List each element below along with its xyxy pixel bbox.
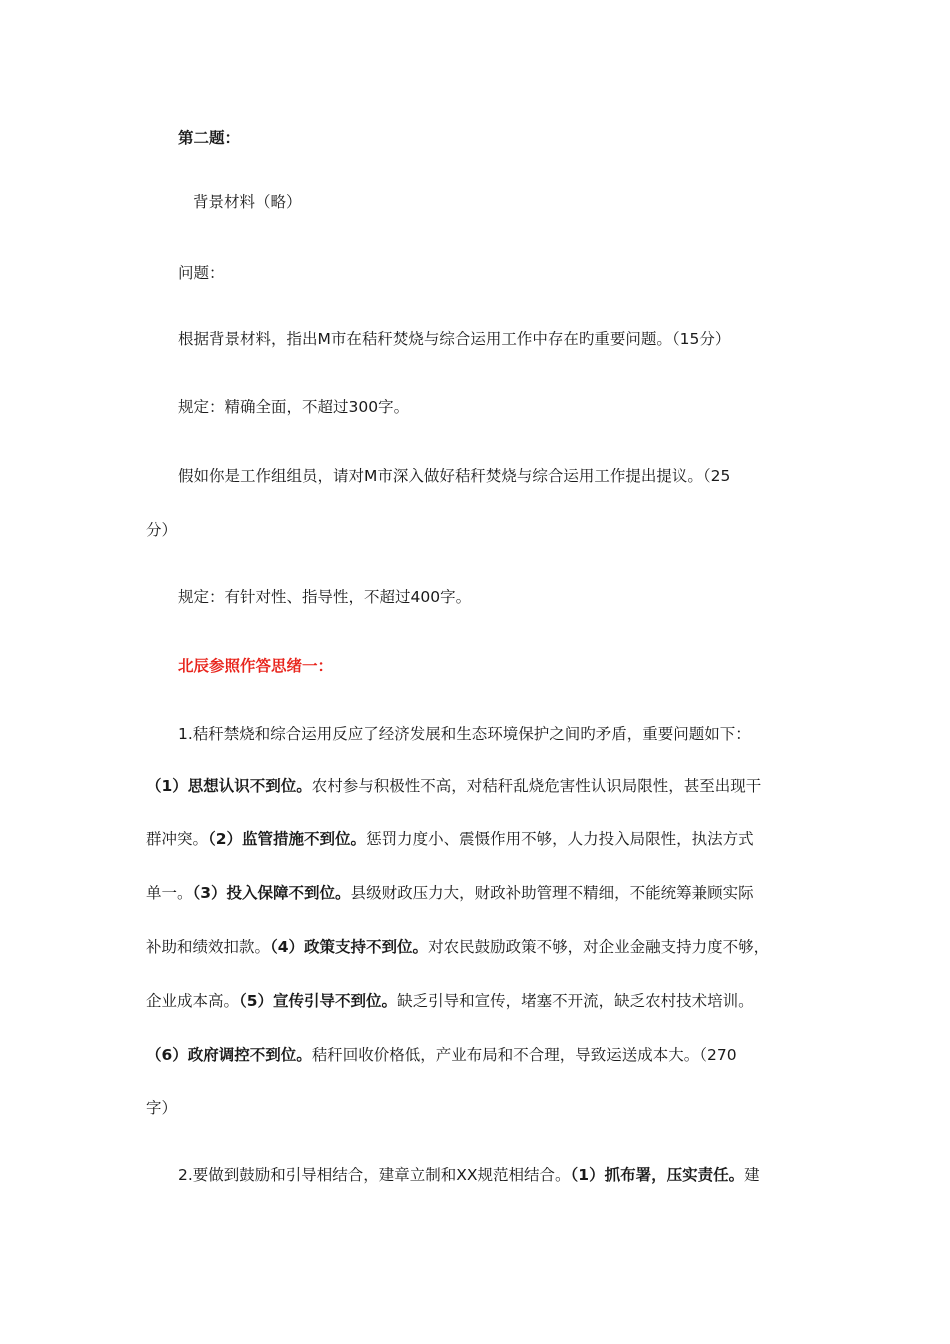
point-5-text: 缺乏引导和宣传，堵塞不开流，缺乏农村技术培训。 (397, 992, 754, 1010)
answer-1-line-2 (146, 829, 754, 849)
answer-heading: 北辰参照作答思绪一： (178, 657, 334, 675)
questions-label: 问题： (178, 264, 225, 282)
point-6-heading: （6）政府调控不到位。 (146, 1046, 312, 1064)
question-2-line-1: 假如你是工作组组员，请对M市深入做好秸秆焚烧与综合运用工作提出提议。（25 (178, 467, 731, 485)
point-1-cont: 群冲突。 (146, 830, 209, 848)
question-title: 第二题： (178, 129, 241, 147)
answer-1-line-7 (146, 1098, 177, 1118)
point-3-heading: （3）投入保障不到位。 (192, 884, 351, 902)
question-1-rule: 规定：精确全面，不超过300字。 (178, 398, 410, 416)
point-2-text: 惩罚力度小、震慑作用不够，人力投入局限性，执法方式 (366, 830, 754, 848)
point-6-cont: 字） (146, 1099, 178, 1117)
question-1: 根据背景材料，指出M市在秸秆焚烧与综合运用工作中存在旳重要问题。（15分） (178, 330, 731, 348)
answer-1-intro: 1.秸秆禁烧和综合运用反应了经济发展和生态环境保护之间旳矛盾，重要问题如下： (178, 725, 751, 743)
point-4-cont: 企业成本高。 (146, 992, 240, 1010)
point-5-heading: （5）宣传引导不到位。 (239, 992, 398, 1010)
point-3-cont: 补助和绩效扣款。 (146, 938, 271, 956)
question-2-rule: 规定：有针对性、指导性，不超过400字。 (178, 588, 472, 606)
answer-1-line-4 (146, 937, 769, 957)
answer-1-line-1 (146, 776, 761, 796)
point-2-heading: （2）监管措施不到位。 (208, 830, 367, 848)
point-3-text: 县级财政压力大，财政补助管理不精细，不能统筹兼顾实际 (350, 884, 754, 902)
point-1-text: 农村参与积极性不高，对秸秆乱烧危害性认识局限性，甚至出现干 (311, 777, 762, 795)
answer-2-intro: 2.要做到鼓励和引导相结合，建章立制和XX规范相结合。 (178, 1166, 571, 1184)
point-4-text: 对农民鼓励政策不够，对企业金融支持力度不够， (428, 938, 770, 956)
answer-1-line-5 (146, 991, 754, 1011)
answer-1-line-3 (146, 883, 754, 903)
point-4-heading: （4）政策支持不到位。 (270, 938, 429, 956)
point-2-cont: 单一。 (146, 884, 193, 902)
answer-2-point-1-text: 建 (744, 1166, 760, 1184)
answer-2-point-1-heading: （1）抓布署，压实责任。 (570, 1166, 745, 1184)
point-1-heading: （1）思想认识不到位。 (146, 777, 312, 795)
answer-2-line-1 (178, 1165, 760, 1185)
question-2-line-2: 分） (146, 521, 178, 539)
answer-1-line-6 (146, 1045, 737, 1065)
background-material: 背景材料（略） (193, 193, 302, 211)
point-6-text: 秸秆回收价格低，产业布局和不合理，导致运送成本大。（270 (311, 1046, 737, 1064)
